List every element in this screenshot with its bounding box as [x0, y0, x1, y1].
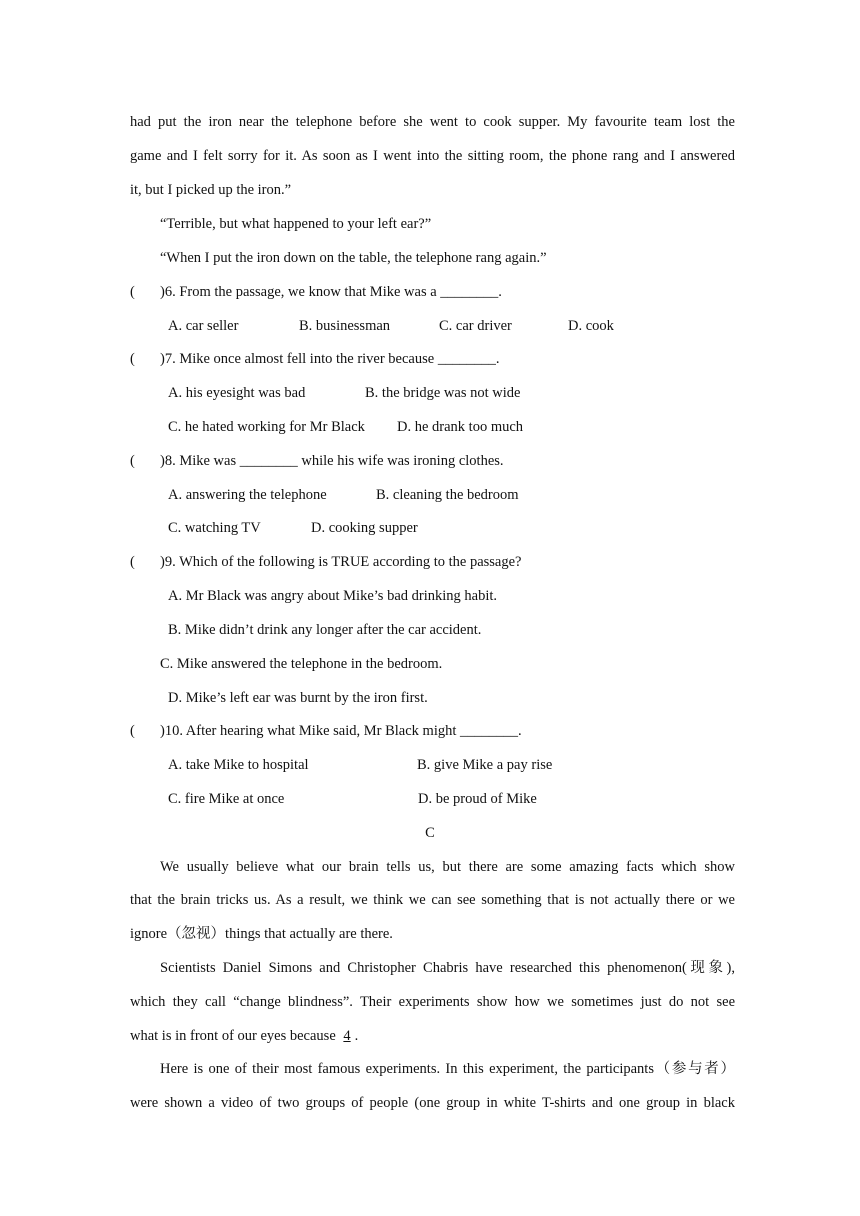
passage-line: Scientists Daniel Simons and Christopher Chabris have researched this phenomenon(现象), — [160, 960, 735, 976]
answer-paren[interactable]: ( — [130, 723, 135, 739]
option-a[interactable]: A. Mr Black was angry about Mike’s bad drinking habit. — [168, 588, 498, 604]
option-b[interactable]: B. the bridge was not wide — [365, 385, 521, 401]
option-c[interactable]: C. car driver — [439, 318, 512, 334]
option-a[interactable]: A. take Mike to hospital — [168, 757, 309, 773]
question-10-options-cd — [168, 789, 773, 809]
option-a[interactable]: A. answering the telephone — [168, 487, 327, 503]
blank-4[interactable]: 4 — [343, 1028, 351, 1044]
option-c[interactable]: C. fire Mike at once — [168, 791, 285, 807]
option-a[interactable]: A. car seller — [168, 318, 239, 334]
passage-text: what is in front of our eyes because — [130, 1028, 336, 1044]
passage-line: “Terrible, but what happened to your left ear?” — [160, 216, 432, 232]
question-stem: )9. Which of the following is TRUE according to the passage? — [160, 554, 522, 570]
option-d[interactable]: D. be proud of Mike — [418, 791, 537, 807]
question-6-options — [168, 316, 773, 336]
answer-paren[interactable]: ( — [130, 453, 135, 469]
question-7 — [130, 349, 735, 369]
question-8-options-ab — [168, 485, 773, 505]
option-c[interactable]: C. he hated working for Mr Black — [168, 419, 365, 435]
option-d[interactable]: D. Mike’s left ear was burnt by the iron first. — [168, 690, 428, 706]
question-stem: )6. From the passage, we know that Mike was a ________. — [160, 284, 502, 300]
question-8-options-cd — [168, 518, 773, 538]
question-7-options-ab — [168, 383, 773, 403]
option-d[interactable]: D. he drank too much — [397, 419, 524, 435]
answer-paren[interactable]: ( — [130, 351, 135, 367]
passage-line: game and I felt sorry for it. As soon as I went into the sitting room, the phone rang and I answered — [130, 148, 735, 164]
option-d[interactable]: D. cook — [568, 318, 614, 334]
option-c[interactable]: C. watching TV — [168, 520, 261, 536]
section-heading: C — [425, 825, 435, 841]
question-9 — [130, 552, 735, 572]
passage-line: We usually believe what our brain tells us, but there are some amazing facts which show — [160, 859, 735, 875]
passage-line: that the brain tricks us. As a result, we think we can see something that is not actually there or we — [130, 892, 735, 908]
question-6 — [130, 282, 735, 302]
passage-line: “When I put the iron down on the table, the telephone rang again.” — [160, 250, 547, 266]
question-stem: )7. Mike once almost fell into the river because ________. — [160, 351, 500, 367]
answer-paren[interactable]: ( — [130, 284, 135, 300]
passage-line: were shown a video of two groups of people (one group in white T-shirts and one group in black — [130, 1095, 735, 1111]
question-10 — [130, 721, 735, 741]
option-b[interactable]: B. give Mike a pay rise — [417, 757, 553, 773]
option-d[interactable]: D. cooking supper — [311, 520, 418, 536]
passage-text: . — [354, 1028, 359, 1044]
passage-line: it, but I picked up the iron.” — [130, 182, 292, 198]
option-a[interactable]: A. his eyesight was bad — [168, 385, 306, 401]
option-b[interactable]: B. businessman — [299, 318, 391, 334]
question-7-options-cd — [168, 417, 773, 437]
option-b[interactable]: B. Mike didn’t drink any longer after the car accident. — [168, 622, 482, 638]
question-stem: )8. Mike was ________ while his wife was ironing clothes. — [160, 453, 504, 469]
option-c[interactable]: C. Mike answered the telephone in the bedroom. — [160, 656, 443, 672]
passage-line — [130, 1026, 735, 1046]
question-10-options-ab — [168, 755, 773, 775]
answer-paren[interactable]: ( — [130, 554, 135, 570]
passage-line: had put the iron near the telephone before she went to cook supper. My favourite team lost the — [130, 114, 735, 130]
passage-line: Here is one of their most famous experiments. In this experiment, the participants（参与者） — [160, 1061, 735, 1077]
option-b[interactable]: B. cleaning the bedroom — [376, 487, 519, 503]
passage-line: which they call “change blindness”. Their experiments show how we sometimes just do not see — [130, 994, 735, 1010]
question-stem: )10. After hearing what Mike said, Mr Black might ________. — [160, 723, 522, 739]
question-8 — [130, 451, 735, 471]
passage-line: ignore（忽视）things that actually are there. — [130, 926, 393, 942]
